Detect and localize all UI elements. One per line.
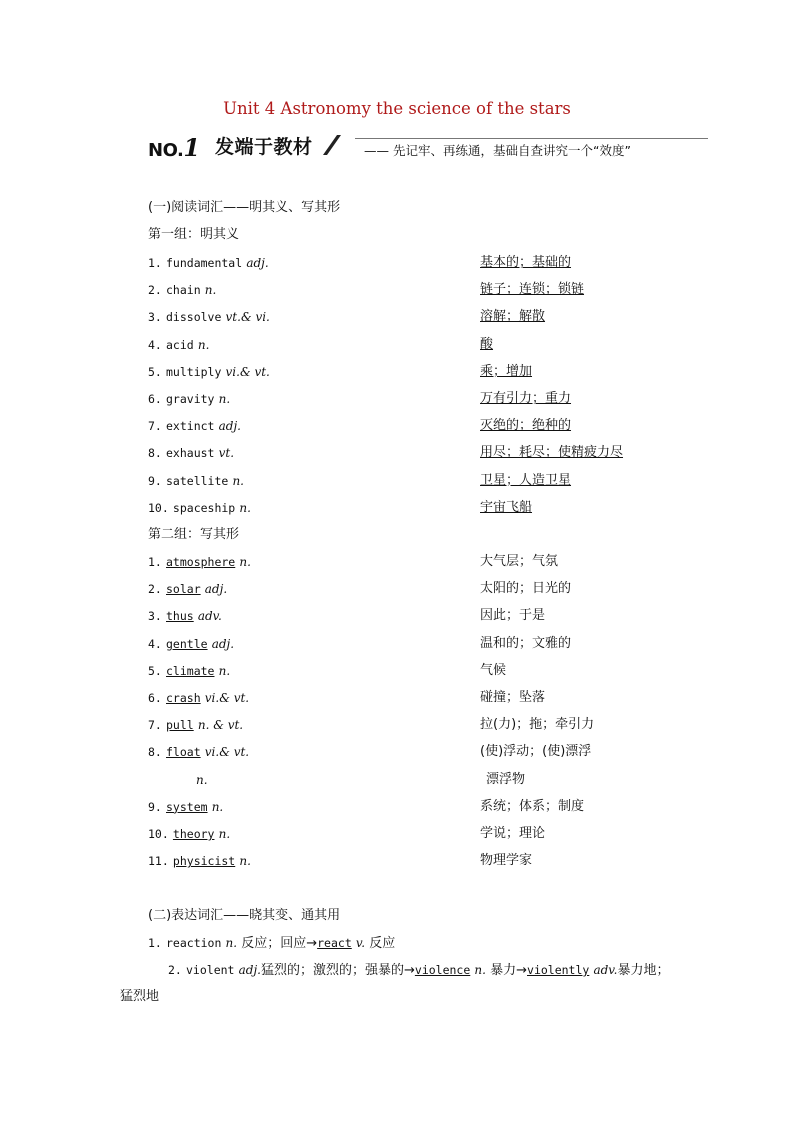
vocab-meaning: 因此；于是 <box>480 608 546 624</box>
vocab-pos: vi.& vt. <box>204 691 250 705</box>
vocab-meaning: (使)浮动；(使)漂浮 <box>480 744 592 760</box>
vocab-meaning: 拉(力)；拖；牵引力 <box>480 717 595 733</box>
vocab-term <box>148 255 269 272</box>
vocab-term <box>148 663 230 680</box>
vocab-pos: vi.& vt. <box>225 364 270 379</box>
vocab-pos: n. <box>218 663 231 678</box>
vocab-term <box>148 418 241 435</box>
vocab-word: gravity <box>166 392 215 406</box>
vocab-term <box>148 364 270 381</box>
vocab-meaning: 漂浮物 <box>486 771 526 787</box>
expression-item-2-wrap: 猛烈地 <box>120 989 160 1004</box>
vocab-number: 2. <box>148 582 162 597</box>
vocab-number: 10. <box>148 827 169 841</box>
section-banner <box>148 131 708 161</box>
vocab-word: crash <box>166 691 201 705</box>
vocab-term <box>148 636 234 653</box>
vocab-term <box>148 744 249 761</box>
vocab-word: atmosphere <box>166 555 236 569</box>
vocab-number: 4. <box>148 337 162 352</box>
vocab-meaning: 链子；连锁；锁链 <box>480 282 585 298</box>
vocab-number: 1. <box>148 555 162 569</box>
vocab-number: 8. <box>148 446 162 461</box>
item-meaning: 猛烈的；激烈的；强暴的→ <box>260 963 415 978</box>
vocab-word: thus <box>166 609 194 624</box>
vocab-meaning: 溶解；解散 <box>480 309 546 325</box>
vocab-meaning: 大气层；气氛 <box>480 554 559 569</box>
vocab-meaning: 万有引力；重力 <box>480 391 572 406</box>
vocab-pos: adj. <box>204 582 228 597</box>
vocab-number: 11. <box>148 854 169 869</box>
vocab-pos: adj. <box>218 419 241 434</box>
vocab-term <box>148 309 270 326</box>
derived-form-1-meaning: 暴力→ <box>490 963 528 978</box>
vocab-meaning: 灭绝的；绝种的 <box>480 418 572 434</box>
vocab-word: chain <box>166 283 201 298</box>
section-number <box>148 133 200 162</box>
vocab-pos: n. <box>239 555 251 569</box>
vocab-word: pull <box>166 718 194 733</box>
item-meaning: 反应；回应→ <box>241 936 318 951</box>
vocab-number: 6. <box>148 392 162 406</box>
vocab-word: physicist <box>172 854 236 869</box>
vocab-pos: vi.& vt. <box>204 745 250 760</box>
item-word: reaction <box>166 936 222 950</box>
vocab-pos: adj. <box>211 636 235 651</box>
slash-divider <box>323 135 341 155</box>
part2-heading: (二)表达词汇——晓其变、通其用 <box>148 908 341 923</box>
vocab-pos: vt.& vi. <box>225 310 270 325</box>
document-title: Unit 4 Astronomy the science of the stars <box>223 99 571 118</box>
vocab-number: 3. <box>148 609 162 624</box>
part1-heading: (一)阅读词汇——明其义、写其形 <box>148 200 341 215</box>
vocab-word: theory <box>172 827 215 841</box>
derived-form-pos: v. <box>355 936 366 950</box>
vocab-meaning: 学说；理论 <box>480 826 546 841</box>
vocab-pos: vt. <box>218 446 235 461</box>
vocab-pos: adj. <box>246 256 269 270</box>
vocab-term <box>148 717 243 734</box>
item-pos: n. <box>225 936 238 950</box>
vocab-word: multiply <box>166 364 222 379</box>
vocab-pos: n. <box>196 772 208 787</box>
banner-rule <box>355 138 708 139</box>
vocab-meaning: 系统；体系；制度 <box>480 798 585 814</box>
vocab-meaning: 碰撞；坠落 <box>480 690 546 705</box>
vocab-pos: n. <box>211 799 224 814</box>
derived-form-2-meaning: 暴力地； <box>617 963 670 978</box>
vocab-pos: n. <box>204 283 217 298</box>
vocab-number: 9. <box>148 473 162 488</box>
vocab-word: dissolve <box>166 310 222 325</box>
item-number: 2. <box>168 963 182 977</box>
vocab-word: exhaust <box>166 446 215 461</box>
vocab-number: 5. <box>148 663 162 678</box>
vocab-pos: n. <box>218 392 231 406</box>
vocab-number: 4. <box>148 636 162 651</box>
vocab-word: spaceship <box>172 500 236 515</box>
vocab-number: 1. <box>148 256 162 270</box>
expression-item-1 <box>148 935 395 952</box>
vocab-term <box>148 826 230 843</box>
vocab-number: 3. <box>148 310 162 325</box>
section-number-digit: 1 <box>183 133 200 162</box>
vocab-word: acid <box>166 337 194 352</box>
vocab-pos: n. <box>197 337 210 352</box>
derived-form-meaning: 反应 <box>369 936 396 951</box>
vocab-term <box>148 554 251 571</box>
vocab-term <box>148 391 230 408</box>
derived-form-2-pos: adv. <box>593 963 618 977</box>
derived-form: react <box>317 936 352 950</box>
section-tagline: —— 先记牢、再练通，基础自查讲究一个“效度” <box>364 143 631 158</box>
vocab-term <box>148 282 216 299</box>
derived-form-1: violence <box>414 963 471 977</box>
vocab-meaning: 乘；增加 <box>480 363 533 379</box>
vocab-meaning: 卫星；人造卫星 <box>480 472 572 488</box>
vocab-pos: n. & vt. <box>197 718 244 733</box>
vocab-term <box>148 608 222 625</box>
group2-heading: 第二组：写其形 <box>148 527 240 542</box>
section-number-label: NO. <box>148 140 184 161</box>
vocab-word: extinct <box>166 419 215 434</box>
vocab-term <box>196 772 208 789</box>
vocab-term <box>148 799 223 816</box>
item-pos: adj. <box>238 963 261 977</box>
vocab-word: gentle <box>166 636 208 651</box>
vocab-number: 8. <box>148 745 162 760</box>
item-word: violent <box>186 963 235 977</box>
vocab-word: fundamental <box>166 256 243 270</box>
vocab-pos: n. <box>232 473 244 488</box>
vocab-number: 6. <box>148 691 162 705</box>
vocab-term <box>148 473 244 490</box>
vocab-pos: n. <box>239 854 251 869</box>
vocab-pos: adv. <box>197 609 222 624</box>
vocab-meaning: 气候 <box>480 662 507 678</box>
vocab-term <box>148 853 251 870</box>
derived-form-1-pos: n. <box>474 963 486 977</box>
vocab-word: climate <box>166 663 215 678</box>
vocab-term <box>148 337 209 354</box>
vocab-meaning: 物理学家 <box>480 853 533 869</box>
vocab-number: 10. <box>148 500 169 515</box>
vocab-number: 7. <box>148 419 162 434</box>
group1-heading: 第一组：明其义 <box>148 227 240 242</box>
vocab-pos: n. <box>239 500 251 515</box>
vocab-meaning: 太阳的；日光的 <box>480 581 572 597</box>
vocab-number: 5. <box>148 364 162 379</box>
vocab-number: 2. <box>148 283 162 298</box>
vocab-number: 7. <box>148 718 162 733</box>
vocab-word: system <box>166 799 208 814</box>
vocab-term <box>148 445 234 462</box>
vocab-word: satellite <box>166 473 229 488</box>
item-number: 1. <box>148 936 162 950</box>
vocab-meaning: 酸 <box>480 336 494 352</box>
vocab-term <box>148 690 249 707</box>
vocab-word: float <box>166 745 201 760</box>
vocab-pos: n. <box>218 827 231 841</box>
section-name: 发端于教材 <box>215 136 313 158</box>
vocab-word: solar <box>166 582 201 597</box>
vocab-term <box>148 500 251 517</box>
vocab-number: 9. <box>148 799 162 814</box>
vocab-meaning: 宇宙飞船 <box>480 499 533 515</box>
vocab-meaning: 温和的；文雅的 <box>480 635 572 651</box>
expression-item-2 <box>168 962 670 979</box>
derived-form-2: violently <box>527 963 590 977</box>
vocab-term <box>148 581 227 598</box>
vocab-meaning: 基本的；基础的 <box>480 255 572 270</box>
vocab-meaning: 用尽；耗尽；使精疲力尽 <box>480 445 624 461</box>
